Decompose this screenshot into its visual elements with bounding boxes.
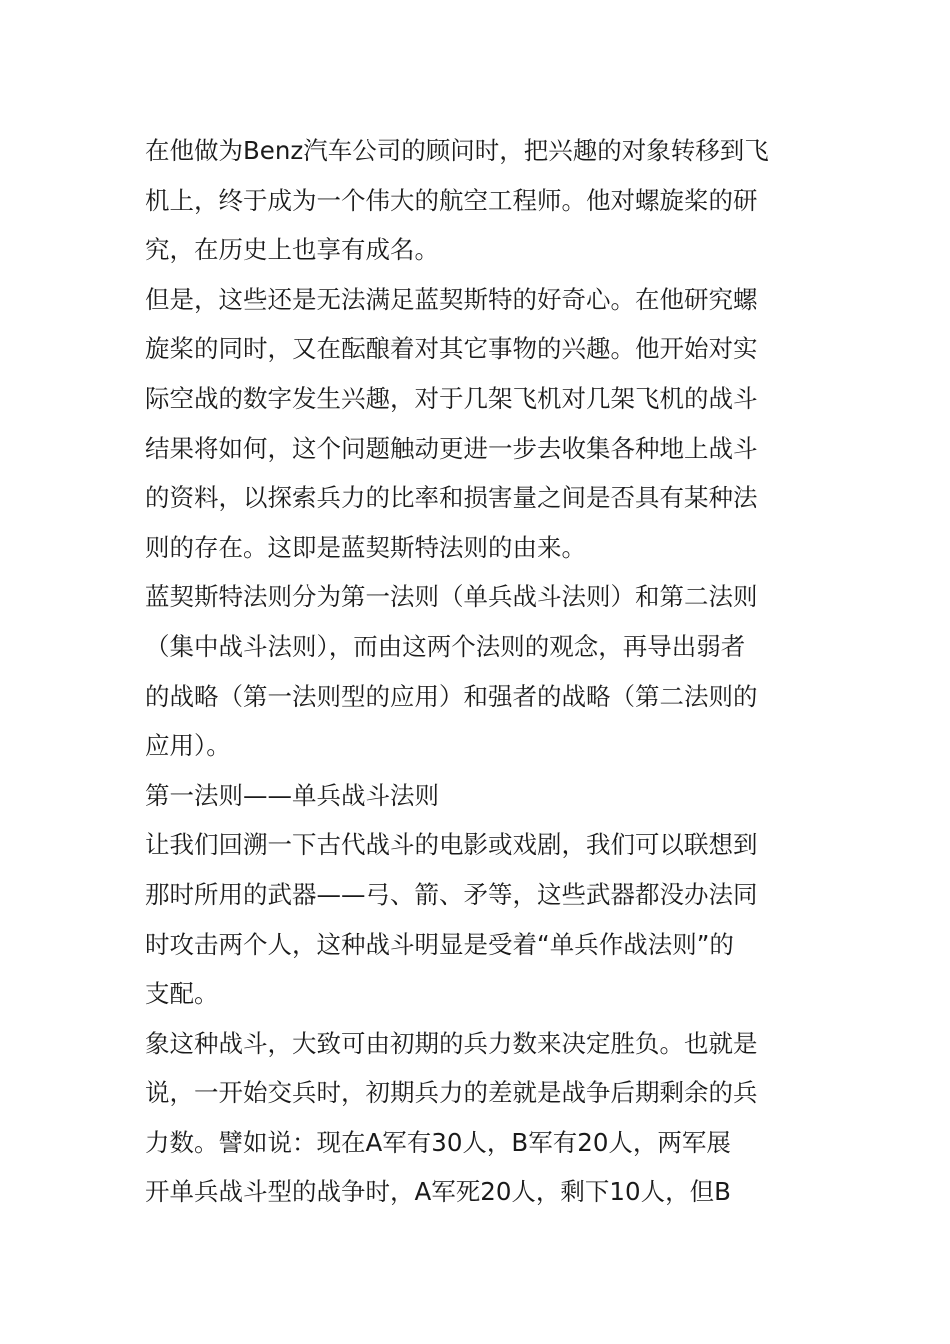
text-line: 究，在历史上也享有成名。 <box>145 235 439 265</box>
text-line: 际空战的数字发生兴趣，对于几架飞机对几架飞机的战斗 <box>145 383 758 413</box>
text-line: 力数。譬如说：现在A军有30人，B军有20人，两军展 <box>145 1127 731 1157</box>
text-line: 机上，终于成为一个伟大的航空工程师。他对螺旋桨的研 <box>145 185 758 215</box>
text-line: 象这种战斗，大致可由初期的兵力数来决定胜负。也就是 <box>145 1028 758 1058</box>
section-heading-first-law <box>145 771 810 821</box>
text-line: 说，一开始交兵时，初期兵力的差就是战争后期剩余的兵 <box>145 1078 758 1108</box>
text-line: 第一法则——单兵战斗法则 <box>145 780 439 810</box>
text-line: 让我们回溯一下古代战斗的电影或戏剧，我们可以联想到 <box>145 830 758 860</box>
text-line: 旋桨的同时，又在酝酿着对其它事物的兴趣。他开始对实 <box>145 334 758 364</box>
text-line: 那时所用的武器——弓、箭、矛等，这些武器都没办法同 <box>145 879 758 909</box>
paragraph-law-overview <box>145 572 810 770</box>
text-line: 的战略（第一法则型的应用）和强者的战略（第二法则的 <box>145 681 758 711</box>
text-line: 的资料，以探索兵力的比率和损害量之间是否具有某种法 <box>145 483 758 513</box>
paragraph-ancient-weapons <box>145 820 810 1018</box>
paragraph-curiosity <box>145 275 810 573</box>
text-line: 则的存在。这即是蓝契斯特法则的由来。 <box>145 532 586 562</box>
text-line: （集中战斗法则），而由这两个法则的观念，再导出弱者 <box>145 631 746 661</box>
text-line: 开单兵战斗型的战争时，A军死20人，剩下10人，但B <box>145 1177 731 1207</box>
document-body <box>145 126 810 1217</box>
text-line: 支配。 <box>145 979 219 1009</box>
text-line: 应用）。 <box>145 731 231 761</box>
paragraph-initial-forces <box>145 1019 810 1217</box>
text-line: 时攻击两个人，这种战斗明显是受着“单兵作战法则”的 <box>145 929 734 959</box>
text-line: 在他做为Benz汽车公司的顾问时，把兴趣的对象转移到飞 <box>145 136 769 165</box>
text-line: 蓝契斯特法则分为第一法则（单兵战斗法则）和第二法则 <box>145 582 758 612</box>
text-line: 结果将如何，这个问题触动更进一步去收集各种地上战斗 <box>145 433 758 463</box>
paragraph-benz-consultant <box>145 126 810 275</box>
text-line: 但是，这些还是无法满足蓝契斯特的好奇心。在他研究螺 <box>145 284 758 314</box>
